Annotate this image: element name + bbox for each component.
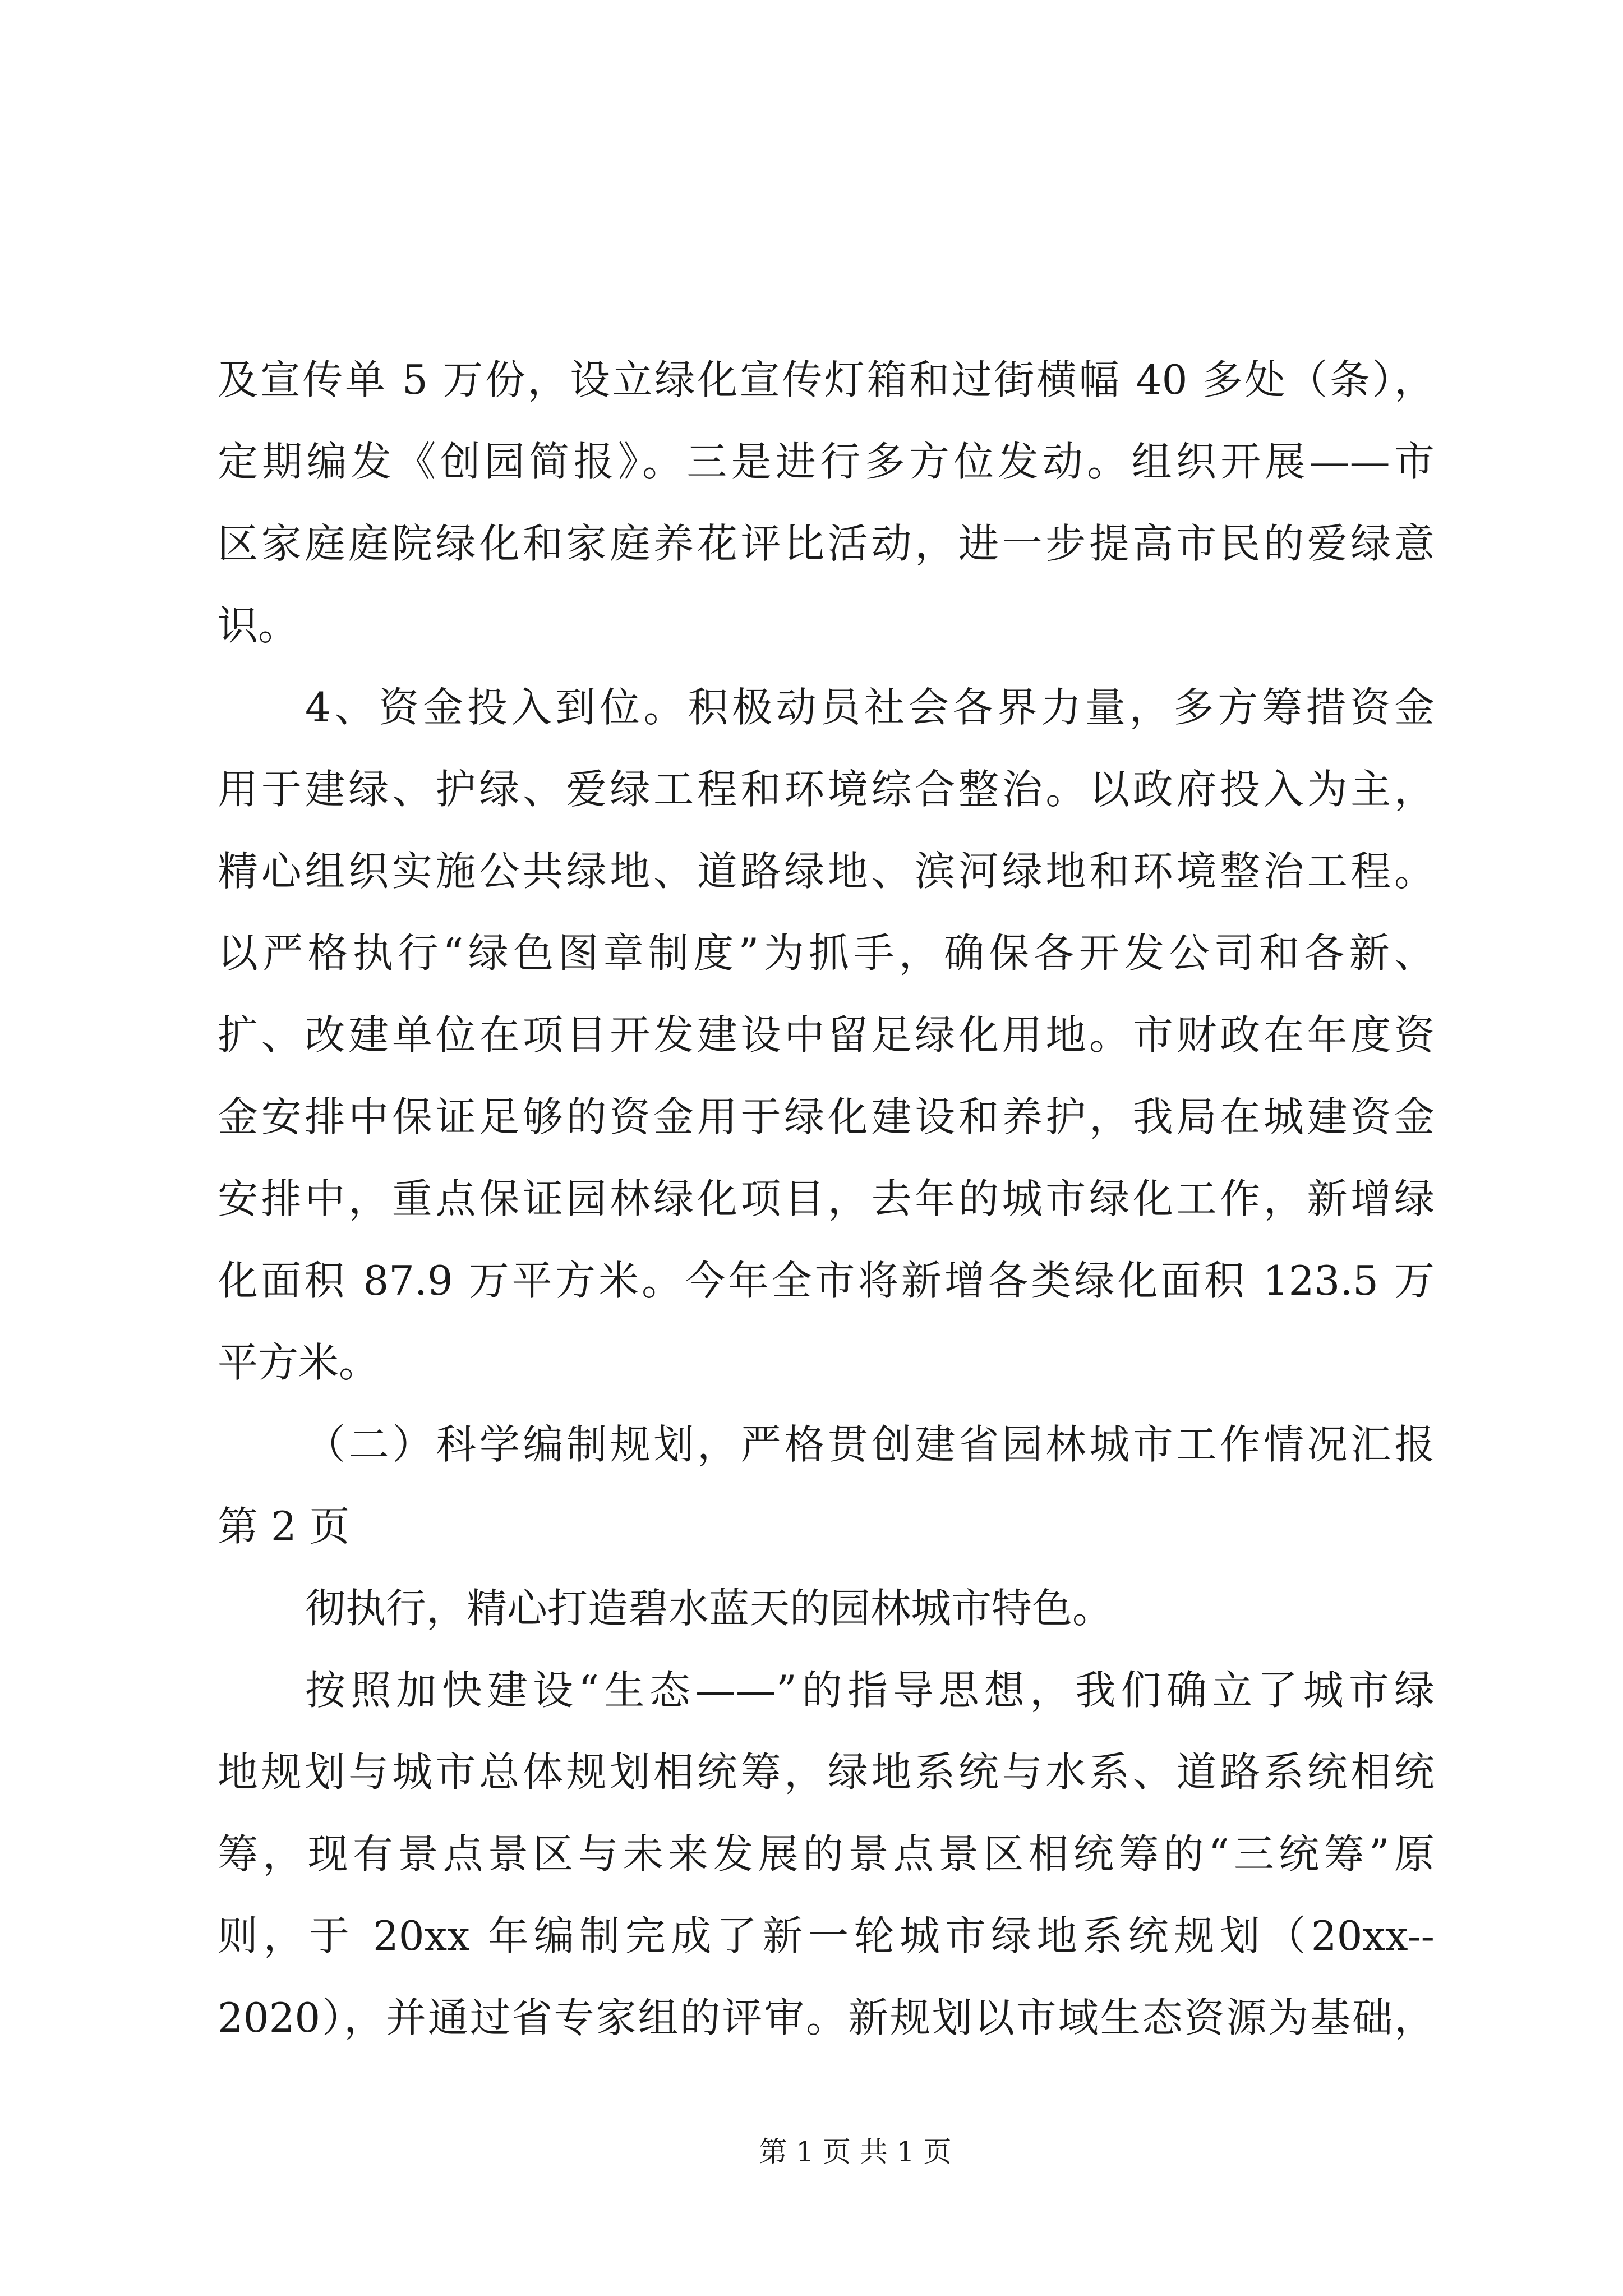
paragraph <box>218 1567 1435 1649</box>
body-text-line: 平方米。 <box>218 1339 380 1386</box>
body-text-line: 彻执行，精心打造碧水蓝天的园林城市特色。 <box>305 1585 1113 1632</box>
inline-page-marker: 第 2 页 <box>218 1503 350 1550</box>
paragraph <box>218 339 1435 666</box>
body-text-line: 扩、改建单位在项目开发建设中留足绿化用地。市财政在年度资 <box>218 1011 1435 1059</box>
body-text-line: 筹，现有景点景区与未来发展的景点景区相统筹的“三统筹”原 <box>218 1830 1435 1878</box>
body-text-line: 4、资金投入到位。积极动员社会各界力量，多方筹措资金 <box>305 684 1435 731</box>
body-text-line: 按照加快建设“生态——”的指导思想，我们确立了城市绿 <box>305 1667 1435 1714</box>
body-text-line: 安排中，重点保证园林绿化项目，去年的城市绿化工作，新增绿 <box>218 1175 1435 1222</box>
body-text <box>218 339 1435 2059</box>
body-text-line: 用于建绿、护绿、爱绿工程和环境综合整治。以政府投入为主， <box>218 766 1435 813</box>
body-text-line: 识。 <box>218 602 299 649</box>
paragraph <box>218 1404 1435 1567</box>
body-text-line: 化面积 87.9 万平方米。今年全市将新增各类绿化面积 123.5 万 <box>218 1257 1435 1304</box>
paragraph <box>218 666 1435 1404</box>
body-text-line: 以严格执行“绿色图章制度”为抓手，确保各开发公司和各新、 <box>218 930 1435 977</box>
body-text-line: 地规划与城市总体规划相统筹，绿地系统与水系、道路系统相统 <box>218 1749 1435 1796</box>
body-text-line: 金安排中保证足够的资金用于绿化建设和养护，我局在城建资金 <box>218 1093 1435 1140</box>
page-footer: 第 1 页 共 1 页 <box>759 2136 952 2168</box>
body-text-line: 区家庭庭院绿化和家庭养花评比活动，进一步提高市民的爱绿意 <box>218 520 1435 567</box>
body-text-line: 2020），并通过省专家组的评审。新规划以市域生态资源为基础， <box>218 1994 1435 2041</box>
body-text-line: 定期编发《创园简报》。三是进行多方位发动。组织开展——市 <box>218 438 1435 485</box>
body-text-line: 精心组织实施公共绿地、道路绿地、滨河绿地和环境整治工程。 <box>218 848 1435 895</box>
body-text-line: 则，于 20xx 年编制完成了新一轮城市绿地系统规划（20xx-- <box>218 1912 1435 1959</box>
body-text-line: 及宣传单 5 万份，设立绿化宣传灯箱和过街横幅 40 多处（条）， <box>218 356 1435 403</box>
paragraph <box>218 1649 1435 2059</box>
section-heading-line: （二）科学编制规划，严格贯创建省园林城市工作情况汇报 <box>305 1421 1435 1468</box>
